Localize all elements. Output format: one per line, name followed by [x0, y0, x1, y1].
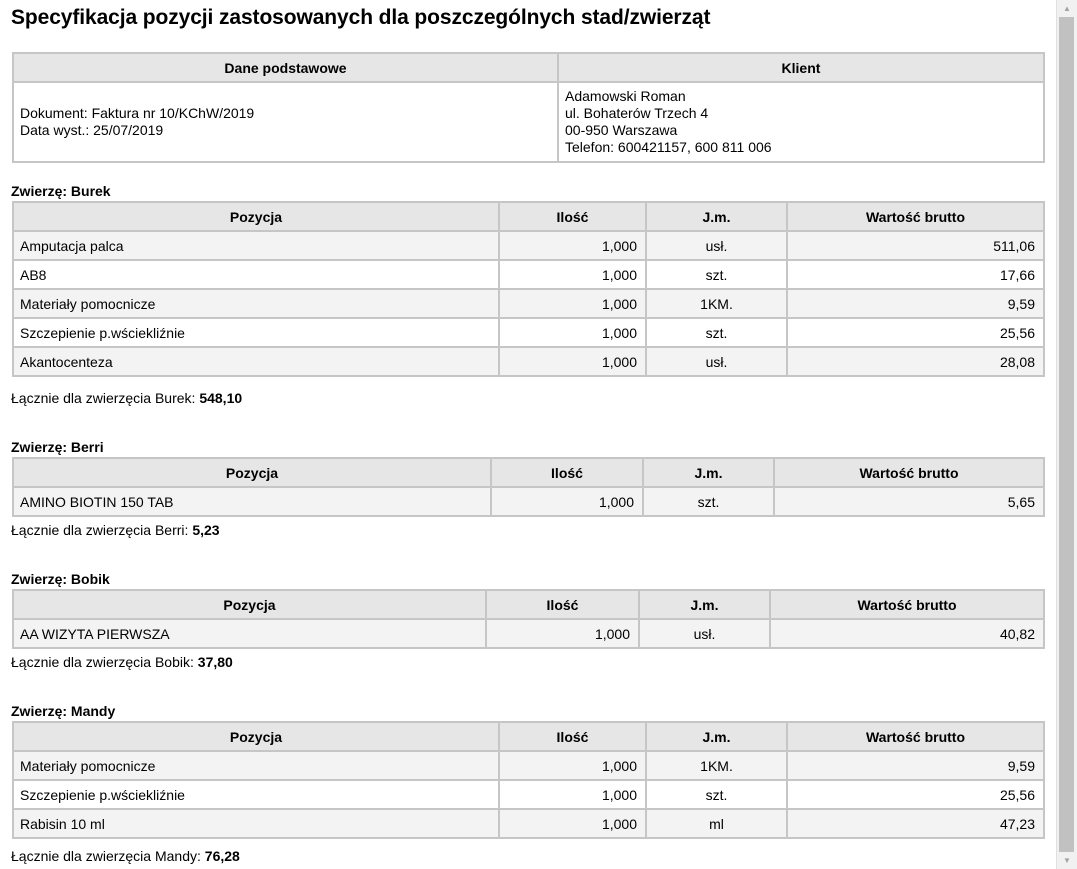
item-unit: ml [646, 809, 787, 838]
col-header-unit: J.m. [639, 590, 770, 619]
col-header-qty: Ilość [486, 590, 639, 619]
item-qty: 1,000 [499, 809, 646, 838]
table-row [13, 751, 1044, 780]
total-animal-name: Mandy [154, 848, 197, 864]
item-unit: szt. [646, 318, 787, 347]
item-unit: 1KM. [646, 289, 787, 318]
col-header-gross: Wartość brutto [770, 590, 1044, 619]
col-header-qty: Ilość [499, 202, 646, 231]
table-row [13, 318, 1044, 347]
total-value: 548,10 [199, 390, 243, 406]
client-city: 00-950 Warszawa [565, 122, 678, 138]
item-gross: 17,66 [787, 260, 1044, 289]
scroll-thumb[interactable] [1059, 17, 1074, 852]
item-unit: usł. [646, 231, 787, 260]
item-gross: 9,59 [787, 751, 1044, 780]
item-gross: 47,23 [787, 809, 1044, 838]
animal-total: Łącznie dla zwierzęcia Mandy: 76,28 [11, 848, 240, 864]
item-gross: 9,59 [787, 289, 1044, 318]
total-animal-name: Bobik [154, 654, 190, 670]
animal-prefix: Zwierzę: [11, 183, 68, 199]
animal-items-table [12, 721, 1045, 839]
item-gross: 511,06 [787, 231, 1044, 260]
info-table [12, 52, 1045, 163]
animal-items-table [12, 589, 1045, 649]
item-position: Szczepienie p.wściekliźnie [13, 318, 499, 347]
item-qty: 1,000 [486, 619, 639, 648]
item-gross: 5,65 [774, 487, 1044, 516]
client-street: ul. Bohaterów Trzech 4 [565, 105, 709, 121]
item-position: AMINO BIOTIN 150 TAB [13, 487, 491, 516]
table-row [13, 289, 1044, 318]
item-unit: szt. [643, 487, 774, 516]
item-qty: 1,000 [491, 487, 643, 516]
table-row [13, 231, 1044, 260]
table-row [13, 487, 1044, 516]
animal-prefix: Zwierzę: [11, 571, 68, 587]
client-phone: Telefon: 600421157, 600 811 006 [565, 139, 772, 155]
client-name: Adamowski Roman [565, 88, 686, 104]
col-header-unit: J.m. [646, 722, 787, 751]
col-header-gross: Wartość brutto [787, 722, 1044, 751]
animal-name: Mandy [70, 703, 116, 719]
total-prefix: Łącznie dla zwierzęcia [11, 390, 152, 406]
item-qty: 1,000 [499, 347, 646, 376]
item-qty: 1,000 [499, 260, 646, 289]
item-position: Materiały pomocnicze [13, 289, 499, 318]
table-row [13, 780, 1044, 809]
col-header-qty: Ilość [499, 722, 646, 751]
animal-items-table [12, 201, 1045, 377]
vertical-scrollbar[interactable] [1056, 0, 1077, 869]
info-header-basic: Dane podstawowe [13, 53, 558, 82]
total-prefix: Łącznie dla zwierzęcia [11, 654, 152, 670]
item-gross: 40,82 [770, 619, 1044, 648]
total-animal-name: Berri [154, 522, 185, 538]
page-title: Specyfikacja pozycji zastosowanych dla poszczególnych stad/zwierząt [11, 6, 711, 29]
basic-data-cell [13, 82, 558, 162]
item-unit: szt. [646, 780, 787, 809]
item-position: AA WIZYTA PIERWSZA [13, 619, 486, 648]
item-qty: 1,000 [499, 289, 646, 318]
item-position: Akantocenteza [13, 347, 499, 376]
total-value: 76,28 [204, 848, 240, 864]
item-position: Szczepienie p.wściekliźnie [13, 780, 499, 809]
animal-total: Łącznie dla zwierzęcia Berri: 5,23 [11, 522, 220, 538]
item-qty: 1,000 [499, 231, 646, 260]
table-row [13, 260, 1044, 289]
total-prefix: Łącznie dla zwierzęcia [11, 848, 152, 864]
col-header-gross: Wartość brutto [774, 458, 1044, 487]
item-unit: szt. [646, 260, 787, 289]
animal-prefix: Zwierzę: [11, 703, 68, 719]
animal-name: Burek [70, 183, 111, 199]
item-gross: 28,08 [787, 347, 1044, 376]
item-gross: 25,56 [787, 780, 1044, 809]
total-value: 37,80 [197, 654, 233, 670]
item-unit: usł. [646, 347, 787, 376]
animal-heading [11, 439, 104, 455]
col-header-gross: Wartość brutto [787, 202, 1044, 231]
item-qty: 1,000 [499, 318, 646, 347]
document-number: Dokument: Faktura nr 10/KChW/2019 [20, 105, 255, 121]
col-header-position: Pozycja [13, 458, 491, 487]
info-header-client: Klient [558, 53, 1044, 82]
item-qty: 1,000 [499, 780, 646, 809]
col-header-unit: J.m. [646, 202, 787, 231]
col-header-position: Pozycja [13, 590, 486, 619]
item-position: Materiały pomocnicze [13, 751, 499, 780]
col-header-position: Pozycja [13, 722, 499, 751]
item-position: AB8 [13, 260, 499, 289]
total-animal-name: Burek [154, 390, 192, 406]
animal-heading [11, 571, 110, 587]
item-gross: 25,56 [787, 318, 1044, 347]
animal-name: Berri [70, 439, 104, 455]
item-position: Rabisin 10 ml [13, 809, 499, 838]
col-header-qty: Ilość [491, 458, 643, 487]
item-unit: usł. [639, 619, 770, 648]
animal-prefix: Zwierzę: [11, 439, 68, 455]
animal-total: Łącznie dla zwierzęcia Bobik: 37,80 [11, 654, 233, 670]
animal-total: Łącznie dla zwierzęcia Burek: 548,10 [11, 390, 243, 406]
item-qty: 1,000 [499, 751, 646, 780]
client-cell [558, 82, 1044, 162]
col-header-unit: J.m. [643, 458, 774, 487]
animal-heading [11, 703, 115, 719]
issue-date: Data wyst.: 25/07/2019 [20, 122, 164, 138]
total-value: 5,23 [192, 522, 220, 538]
item-unit: 1KM. [646, 751, 787, 780]
scroll-down-icon[interactable]: ▼ [1063, 856, 1071, 865]
col-header-position: Pozycja [13, 202, 499, 231]
table-row [13, 619, 1044, 648]
animal-heading [11, 183, 111, 199]
table-row [13, 809, 1044, 838]
total-prefix: Łącznie dla zwierzęcia [11, 522, 152, 538]
table-row [13, 347, 1044, 376]
animal-items-table [12, 457, 1045, 517]
item-position: Amputacja palca [13, 231, 499, 260]
scroll-up-icon[interactable]: ▲ [1063, 4, 1071, 13]
animal-name: Bobik [70, 571, 110, 587]
